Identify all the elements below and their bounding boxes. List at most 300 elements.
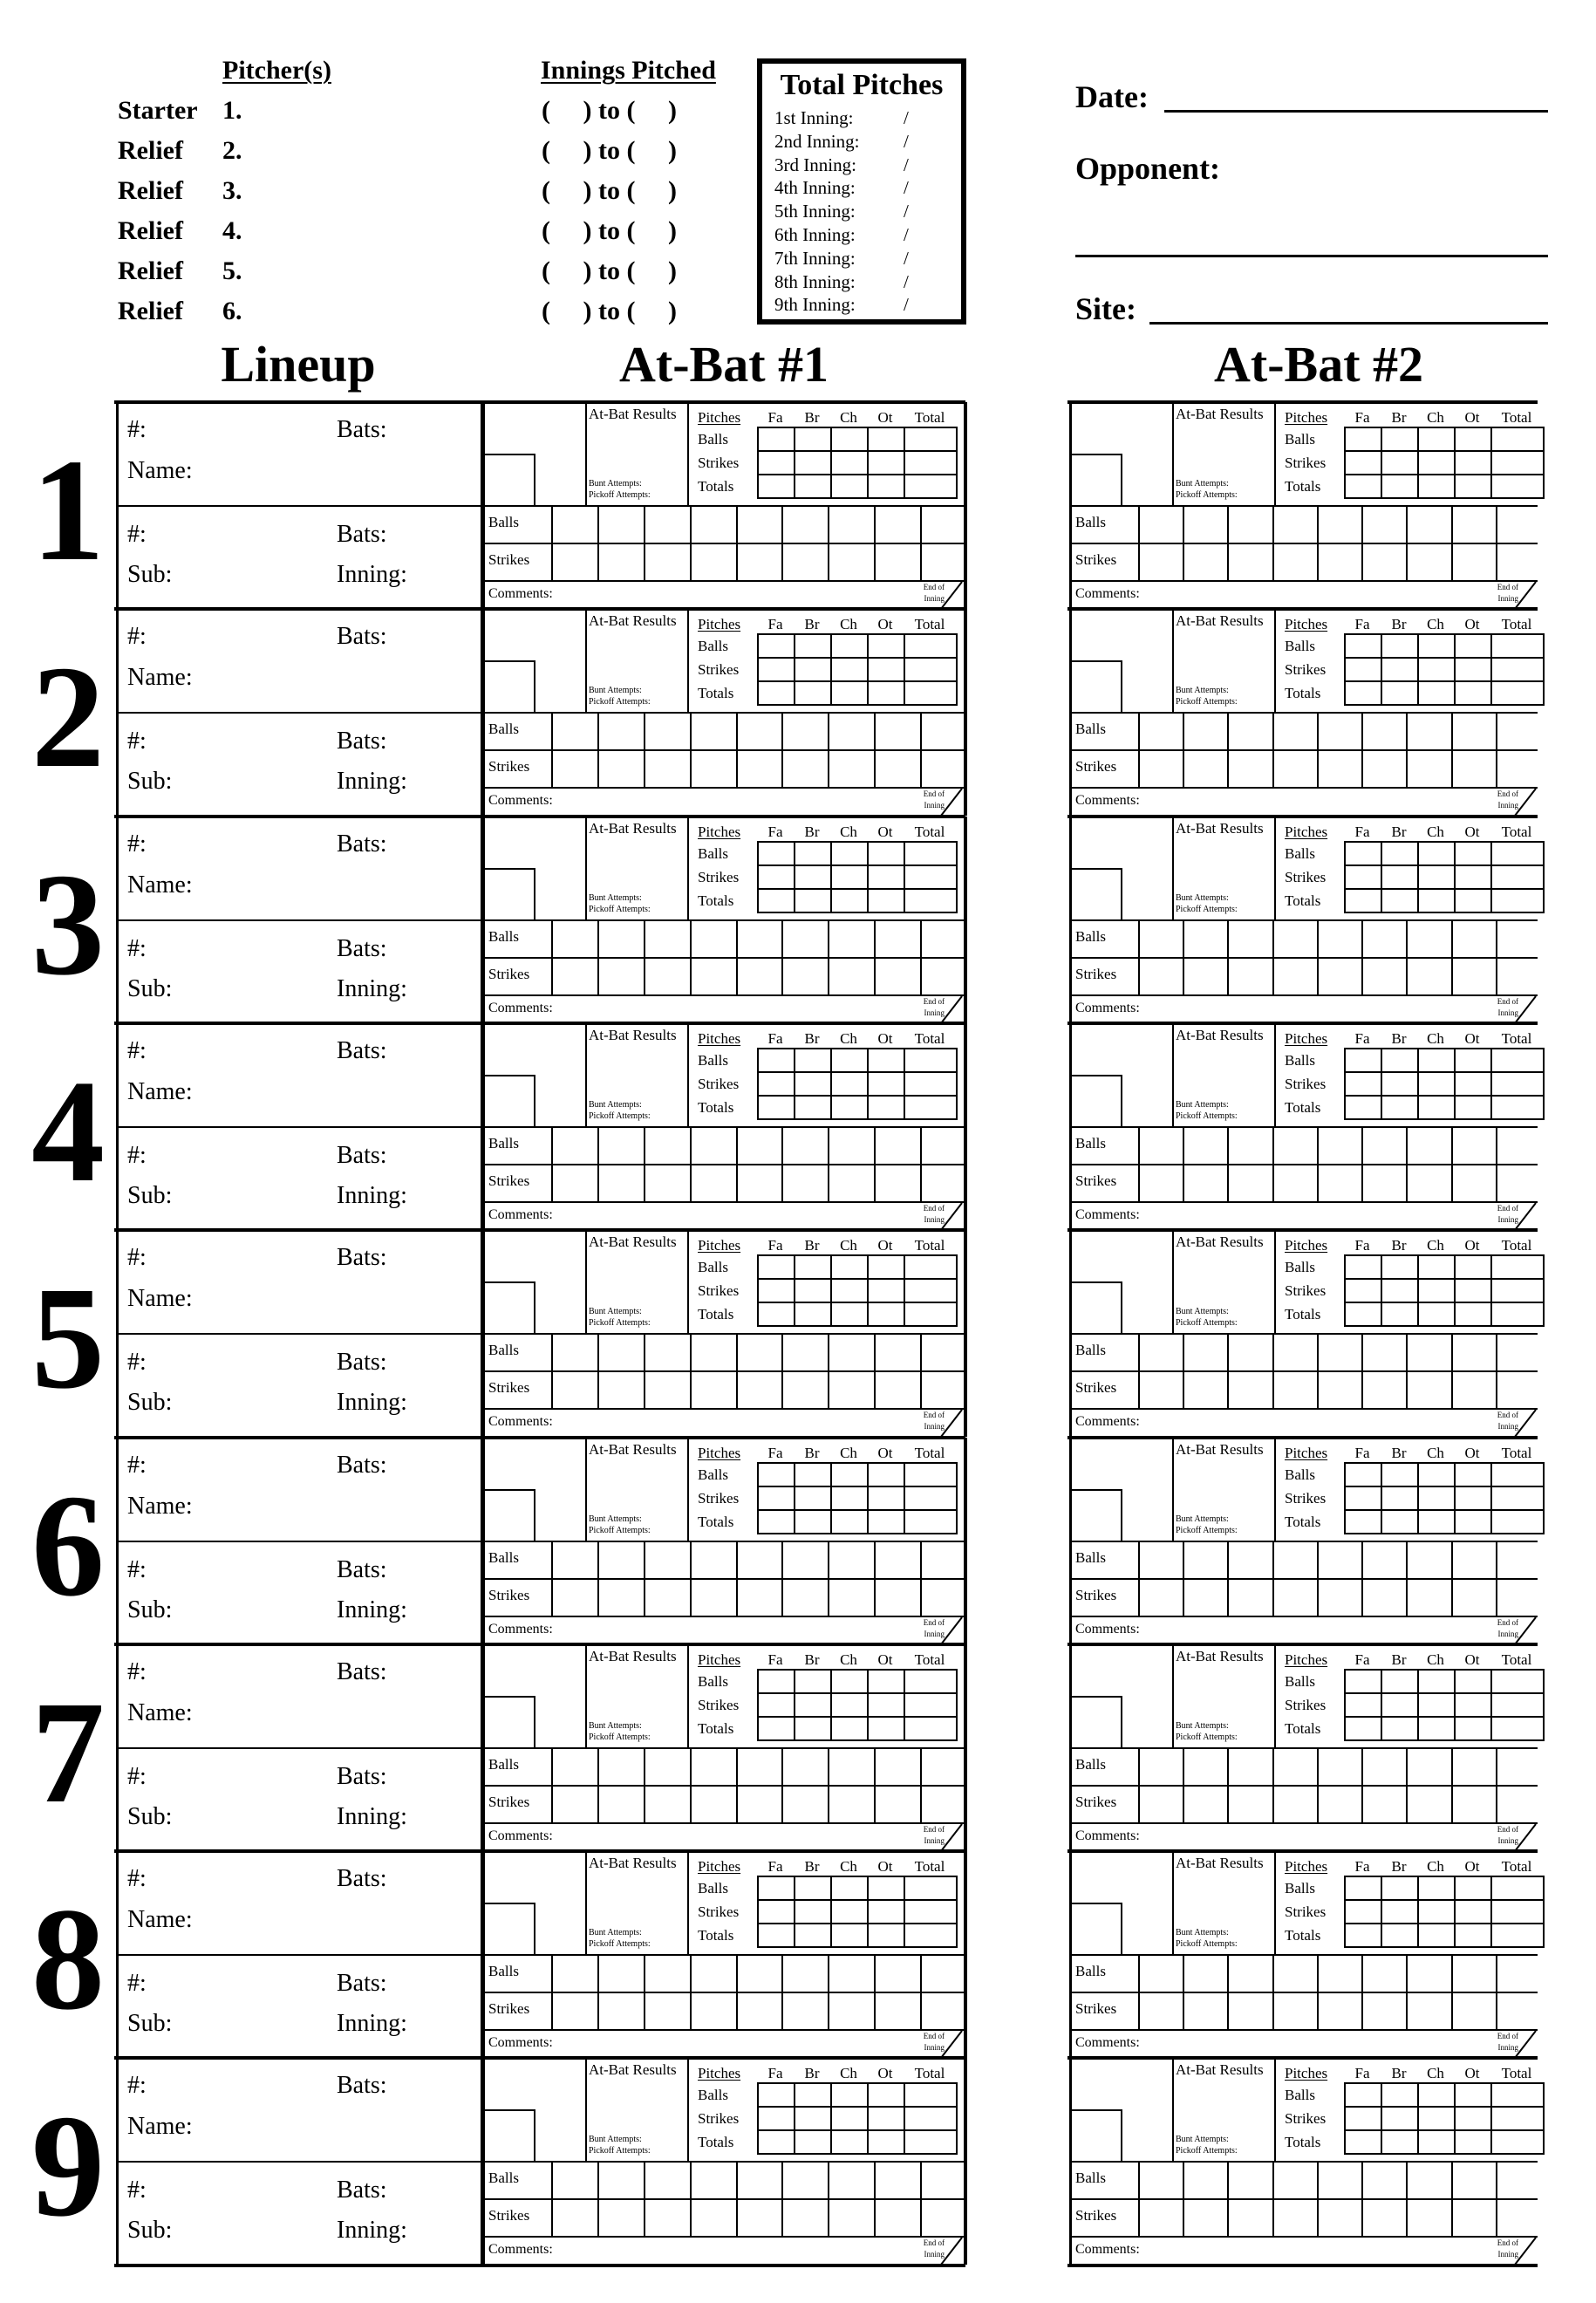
pitch-count-cell[interactable] — [757, 1509, 795, 1534]
pitch-count-cell[interactable] — [867, 2106, 905, 2131]
pitch-count-cell[interactable] — [904, 1302, 958, 1327]
strike-cell[interactable] — [1451, 543, 1496, 580]
pitch-count-cell[interactable] — [1454, 1486, 1492, 1511]
pitch-count-cell[interactable] — [1417, 633, 1456, 659]
strike-cell[interactable] — [644, 749, 690, 787]
base-box[interactable] — [1072, 868, 1122, 919]
end-of-inning-slash-icon[interactable] — [1511, 2029, 1538, 2058]
pitch-count-cell[interactable] — [1381, 2106, 1419, 2131]
opponent-field[interactable] — [1075, 255, 1548, 257]
pitch-count-cell[interactable] — [794, 633, 832, 659]
pitch-count-cell[interactable] — [830, 1254, 869, 1280]
pitch-count-cell[interactable] — [794, 1509, 832, 1534]
strike-cell[interactable] — [781, 1370, 828, 1408]
strike-cell[interactable] — [690, 1992, 736, 2029]
end-of-inning-slash-icon[interactable] — [938, 994, 964, 1023]
ball-cell[interactable] — [1138, 1333, 1183, 1370]
ball-cell[interactable] — [1227, 1541, 1272, 1578]
end-of-inning-slash-icon[interactable] — [1511, 994, 1538, 1023]
pitch-count-cell[interactable] — [1454, 1278, 1492, 1303]
pitch-count-cell[interactable] — [867, 1899, 905, 1924]
total-pitches-inning-value[interactable]: / — [904, 107, 909, 128]
pitch-count-cell[interactable] — [794, 1716, 832, 1741]
pitch-count-cell[interactable] — [830, 427, 869, 452]
ball-cell[interactable] — [1361, 712, 1406, 749]
ball-cell[interactable] — [781, 1747, 828, 1785]
ball-cell[interactable] — [781, 1541, 828, 1578]
strike-cell[interactable] — [1406, 1785, 1450, 1822]
player-name-field[interactable] — [206, 864, 467, 899]
pitch-count-cell[interactable] — [1381, 1692, 1419, 1718]
pitch-count-cell[interactable] — [1490, 1876, 1545, 1901]
strike-cell[interactable] — [551, 1164, 597, 1201]
strike-cell[interactable] — [1451, 957, 1496, 994]
pitch-count-cell[interactable] — [1490, 864, 1545, 890]
pitch-count-cell[interactable] — [1344, 1692, 1382, 1718]
strike-cell[interactable] — [736, 2198, 782, 2236]
ball-cell[interactable] — [1496, 505, 1540, 543]
pitch-count-cell[interactable] — [1490, 680, 1545, 706]
end-of-inning-slash-icon[interactable] — [938, 1822, 964, 1851]
ball-cell[interactable] — [1183, 1954, 1227, 1992]
pitch-count-cell[interactable] — [904, 2129, 958, 2155]
ball-cell[interactable] — [551, 2161, 597, 2198]
pitch-count-cell[interactable] — [1344, 427, 1382, 452]
ball-cell[interactable] — [781, 919, 828, 957]
ball-cell[interactable] — [1138, 1541, 1183, 1578]
pitch-count-cell[interactable] — [1381, 1923, 1419, 1948]
strike-cell[interactable] — [1496, 1164, 1540, 1201]
ball-cell[interactable] — [781, 1333, 828, 1370]
pitch-count-cell[interactable] — [867, 1071, 905, 1097]
pitch-count-cell[interactable] — [1454, 1462, 1492, 1487]
strike-cell[interactable] — [1406, 1578, 1450, 1616]
ball-cell[interactable] — [1138, 712, 1183, 749]
strike-cell[interactable] — [828, 1785, 874, 1822]
strike-cell[interactable] — [1183, 1785, 1227, 1822]
pitch-count-cell[interactable] — [904, 1462, 958, 1487]
pitch-count-cell[interactable] — [1454, 2106, 1492, 2131]
strike-cell[interactable] — [551, 1370, 597, 1408]
strike-cell[interactable] — [828, 1370, 874, 1408]
total-pitches-inning-value[interactable]: / — [904, 201, 909, 222]
pitch-count-cell[interactable] — [1454, 1071, 1492, 1097]
pitch-count-cell[interactable] — [1454, 888, 1492, 913]
strike-cell[interactable] — [1451, 1164, 1496, 1201]
ball-cell[interactable] — [781, 1126, 828, 1164]
ball-cell[interactable] — [1361, 505, 1406, 543]
pitch-count-cell[interactable] — [830, 1462, 869, 1487]
pitch-count-cell[interactable] — [867, 657, 905, 682]
pitch-count-cell[interactable] — [1454, 841, 1492, 866]
strike-cell[interactable] — [644, 1992, 690, 2029]
pitcher-name-field[interactable] — [262, 136, 523, 167]
ball-cell[interactable] — [828, 1954, 874, 1992]
strike-cell[interactable] — [874, 957, 920, 994]
ball-cell[interactable] — [1227, 2161, 1272, 2198]
pitcher-name-field[interactable] — [262, 176, 523, 208]
strike-cell[interactable] — [1451, 749, 1496, 787]
pitch-count-cell[interactable] — [867, 1509, 905, 1534]
pitch-count-cell[interactable] — [1454, 1716, 1492, 1741]
pitch-count-cell[interactable] — [1490, 1278, 1545, 1303]
end-of-inning-slash-icon[interactable] — [1511, 1201, 1538, 1230]
ball-cell[interactable] — [1361, 2161, 1406, 2198]
pitch-count-cell[interactable] — [757, 1071, 795, 1097]
pitch-count-cell[interactable] — [1454, 680, 1492, 706]
total-pitches-inning-value[interactable]: / — [904, 130, 909, 152]
ball-cell[interactable] — [644, 1954, 690, 1992]
ball-cell[interactable] — [1496, 1126, 1540, 1164]
ball-cell[interactable] — [736, 505, 782, 543]
ball-cell[interactable] — [1138, 1747, 1183, 1785]
strike-cell[interactable] — [1317, 749, 1361, 787]
pitch-count-cell[interactable] — [1381, 2082, 1419, 2108]
pitch-count-cell[interactable] — [1490, 633, 1545, 659]
ball-cell[interactable] — [1361, 1541, 1406, 1578]
pitch-count-cell[interactable] — [830, 1716, 869, 1741]
pitch-count-cell[interactable] — [757, 1462, 795, 1487]
ball-cell[interactable] — [1406, 1747, 1450, 1785]
pitch-count-cell[interactable] — [867, 1095, 905, 1120]
pitch-count-cell[interactable] — [904, 1899, 958, 1924]
ball-cell[interactable] — [690, 1333, 736, 1370]
pitch-count-cell[interactable] — [1381, 680, 1419, 706]
pitch-count-cell[interactable] — [794, 1462, 832, 1487]
pitch-count-cell[interactable] — [1417, 841, 1456, 866]
strike-cell[interactable] — [736, 749, 782, 787]
pitch-count-cell[interactable] — [867, 1254, 905, 1280]
pitch-count-cell[interactable] — [867, 633, 905, 659]
strike-cell[interactable] — [1451, 1370, 1496, 1408]
comments-field[interactable] — [485, 1408, 964, 1437]
pitch-count-cell[interactable] — [830, 1071, 869, 1097]
strike-cell[interactable] — [1272, 1164, 1317, 1201]
pitch-count-cell[interactable] — [757, 474, 795, 499]
strike-cell[interactable] — [1361, 1164, 1406, 1201]
pitch-count-cell[interactable] — [867, 427, 905, 452]
innings-pitched-range[interactable]: ( ) to ( ) — [542, 256, 677, 285]
pitch-count-cell[interactable] — [757, 1876, 795, 1901]
pitch-count-cell[interactable] — [794, 1923, 832, 1948]
ball-cell[interactable] — [874, 1747, 920, 1785]
pitch-count-cell[interactable] — [830, 1095, 869, 1120]
ball-cell[interactable] — [597, 505, 644, 543]
pitch-count-cell[interactable] — [1454, 864, 1492, 890]
strike-cell[interactable] — [781, 543, 828, 580]
pitch-count-cell[interactable] — [830, 1486, 869, 1511]
pitch-count-cell[interactable] — [904, 427, 958, 452]
ball-cell[interactable] — [1272, 1126, 1317, 1164]
ball-cell[interactable] — [828, 505, 874, 543]
pitch-count-cell[interactable] — [830, 1876, 869, 1901]
ball-cell[interactable] — [690, 1954, 736, 1992]
pitcher-name-field[interactable] — [262, 256, 523, 288]
strike-cell[interactable] — [781, 1164, 828, 1201]
at-bat-results-box[interactable] — [1174, 1644, 1276, 1747]
pitch-count-cell[interactable] — [904, 841, 958, 866]
strike-cell[interactable] — [920, 957, 966, 994]
pitch-count-cell[interactable] — [757, 2129, 795, 2155]
pitch-count-cell[interactable] — [1381, 450, 1419, 475]
pitch-count-cell[interactable] — [757, 1254, 795, 1280]
innings-pitched-range[interactable]: ( ) to ( ) — [542, 297, 677, 325]
strike-cell[interactable] — [1406, 2198, 1450, 2236]
strike-cell[interactable] — [1317, 2198, 1361, 2236]
base-box[interactable] — [485, 1489, 535, 1541]
sub-name-field[interactable] — [188, 555, 328, 590]
pitch-count-cell[interactable] — [1490, 474, 1545, 499]
pitch-count-cell[interactable] — [1454, 1876, 1492, 1901]
strike-cell[interactable] — [1272, 957, 1317, 994]
pitch-count-cell[interactable] — [1490, 1899, 1545, 1924]
sub-name-field[interactable] — [188, 2004, 328, 2039]
ball-cell[interactable] — [736, 919, 782, 957]
ball-cell[interactable] — [1272, 919, 1317, 957]
strike-cell[interactable] — [1451, 1578, 1496, 1616]
strike-cell[interactable] — [1183, 1992, 1227, 2029]
end-of-inning-slash-icon[interactable] — [1511, 2236, 1538, 2265]
pitch-count-cell[interactable] — [794, 888, 832, 913]
ball-cell[interactable] — [1361, 1954, 1406, 1992]
strike-cell[interactable] — [690, 1370, 736, 1408]
strike-cell[interactable] — [736, 543, 782, 580]
pitch-count-cell[interactable] — [794, 1095, 832, 1120]
ball-cell[interactable] — [1317, 2161, 1361, 2198]
pitch-count-cell[interactable] — [1344, 1278, 1382, 1303]
strike-cell[interactable] — [551, 543, 597, 580]
pitch-count-cell[interactable] — [1381, 657, 1419, 682]
pitch-count-cell[interactable] — [794, 2129, 832, 2155]
ball-cell[interactable] — [1227, 1333, 1272, 1370]
pitch-count-cell[interactable] — [1344, 864, 1382, 890]
ball-cell[interactable] — [1496, 1333, 1540, 1370]
base-box[interactable] — [1072, 1489, 1122, 1541]
pitch-count-cell[interactable] — [867, 1462, 905, 1487]
player-name-field[interactable] — [206, 1692, 467, 1727]
ball-cell[interactable] — [1317, 1954, 1361, 1992]
base-box[interactable] — [485, 2109, 535, 2161]
ball-cell[interactable] — [644, 1747, 690, 1785]
strike-cell[interactable] — [1227, 749, 1272, 787]
pitch-count-cell[interactable] — [1417, 1048, 1456, 1073]
pitch-count-cell[interactable] — [1381, 1302, 1419, 1327]
pitch-count-cell[interactable] — [1417, 680, 1456, 706]
pitch-count-cell[interactable] — [794, 1486, 832, 1511]
ball-cell[interactable] — [1138, 1954, 1183, 1992]
pitch-count-cell[interactable] — [794, 2106, 832, 2131]
strike-cell[interactable] — [874, 1164, 920, 1201]
strike-cell[interactable] — [1496, 1578, 1540, 1616]
pitch-count-cell[interactable] — [1454, 657, 1492, 682]
strike-cell[interactable] — [920, 749, 966, 787]
base-box[interactable] — [485, 660, 535, 712]
pitch-count-cell[interactable] — [1344, 1669, 1382, 1694]
ball-cell[interactable] — [1272, 1954, 1317, 1992]
strike-cell[interactable] — [1317, 957, 1361, 994]
ball-cell[interactable] — [1227, 1954, 1272, 1992]
strike-cell[interactable] — [1496, 543, 1540, 580]
sub-name-field[interactable] — [188, 1383, 328, 1418]
pitch-count-cell[interactable] — [830, 450, 869, 475]
ball-cell[interactable] — [736, 1954, 782, 1992]
ball-cell[interactable] — [1227, 505, 1272, 543]
ball-cell[interactable] — [874, 712, 920, 749]
strike-cell[interactable] — [1496, 957, 1540, 994]
pitch-count-cell[interactable] — [794, 680, 832, 706]
pitch-count-cell[interactable] — [867, 1923, 905, 1948]
pitch-count-cell[interactable] — [1381, 1071, 1419, 1097]
pitch-count-cell[interactable] — [904, 1923, 958, 1948]
strike-cell[interactable] — [736, 1992, 782, 2029]
ball-cell[interactable] — [1183, 712, 1227, 749]
pitch-count-cell[interactable] — [1417, 474, 1456, 499]
ball-cell[interactable] — [736, 2161, 782, 2198]
strike-cell[interactable] — [1361, 2198, 1406, 2236]
player-name-field[interactable] — [206, 2106, 467, 2141]
ball-cell[interactable] — [1451, 2161, 1496, 2198]
ball-cell[interactable] — [1272, 2161, 1317, 2198]
strike-cell[interactable] — [1317, 1370, 1361, 1408]
ball-cell[interactable] — [874, 505, 920, 543]
ball-cell[interactable] — [1406, 1541, 1450, 1578]
pitch-count-cell[interactable] — [1344, 1071, 1382, 1097]
sub-name-field[interactable] — [188, 1176, 328, 1211]
strike-cell[interactable] — [1183, 1370, 1227, 1408]
pitch-count-cell[interactable] — [830, 657, 869, 682]
base-box[interactable] — [1072, 2109, 1122, 2161]
pitch-count-cell[interactable] — [867, 2082, 905, 2108]
pitch-count-cell[interactable] — [1344, 1486, 1382, 1511]
ball-cell[interactable] — [1496, 919, 1540, 957]
at-bat-results-box[interactable] — [1174, 402, 1276, 505]
innings-pitched-range[interactable]: ( ) to ( ) — [542, 216, 677, 245]
pitch-count-cell[interactable] — [757, 657, 795, 682]
strike-cell[interactable] — [690, 2198, 736, 2236]
ball-cell[interactable] — [920, 1954, 966, 1992]
ball-cell[interactable] — [1406, 1126, 1450, 1164]
pitch-count-cell[interactable] — [1344, 450, 1382, 475]
base-box[interactable] — [485, 454, 535, 505]
sub-name-field[interactable] — [188, 762, 328, 796]
strike-cell[interactable] — [1451, 2198, 1496, 2236]
strike-cell[interactable] — [597, 1578, 644, 1616]
pitch-count-cell[interactable] — [830, 1899, 869, 1924]
ball-cell[interactable] — [644, 505, 690, 543]
ball-cell[interactable] — [736, 1333, 782, 1370]
pitch-count-cell[interactable] — [830, 1048, 869, 1073]
pitch-count-cell[interactable] — [757, 1899, 795, 1924]
pitch-count-cell[interactable] — [1454, 1048, 1492, 1073]
pitch-count-cell[interactable] — [1417, 1669, 1456, 1694]
strike-cell[interactable] — [920, 1992, 966, 2029]
at-bat-results-box[interactable] — [587, 817, 689, 919]
end-of-inning-slash-icon[interactable] — [1511, 1616, 1538, 1644]
pitch-count-cell[interactable] — [1417, 1899, 1456, 1924]
pitch-count-cell[interactable] — [1344, 657, 1382, 682]
pitch-count-cell[interactable] — [1490, 450, 1545, 475]
ball-cell[interactable] — [597, 919, 644, 957]
strike-cell[interactable] — [1138, 1785, 1183, 1822]
pitch-count-cell[interactable] — [830, 1302, 869, 1327]
pitch-count-cell[interactable] — [1344, 1876, 1382, 1901]
strike-cell[interactable] — [551, 1785, 597, 1822]
strike-cell[interactable] — [1451, 1785, 1496, 1822]
pitch-count-cell[interactable] — [1344, 841, 1382, 866]
pitch-count-cell[interactable] — [1381, 1716, 1419, 1741]
strike-cell[interactable] — [644, 1164, 690, 1201]
strike-cell[interactable] — [1183, 2198, 1227, 2236]
pitch-count-cell[interactable] — [1417, 2106, 1456, 2131]
pitch-count-cell[interactable] — [1490, 1095, 1545, 1120]
strike-cell[interactable] — [1138, 1992, 1183, 2029]
strike-cell[interactable] — [1227, 543, 1272, 580]
pitch-count-cell[interactable] — [1381, 864, 1419, 890]
pitch-count-cell[interactable] — [1344, 1716, 1382, 1741]
strike-cell[interactable] — [644, 957, 690, 994]
ball-cell[interactable] — [644, 2161, 690, 2198]
strike-cell[interactable] — [781, 957, 828, 994]
pitch-count-cell[interactable] — [830, 680, 869, 706]
ball-cell[interactable] — [1361, 1126, 1406, 1164]
ball-cell[interactable] — [1138, 919, 1183, 957]
ball-cell[interactable] — [736, 712, 782, 749]
pitch-count-cell[interactable] — [1344, 1254, 1382, 1280]
pitch-count-cell[interactable] — [867, 888, 905, 913]
base-box[interactable] — [1072, 1696, 1122, 1747]
strike-cell[interactable] — [690, 749, 736, 787]
pitch-count-cell[interactable] — [867, 1692, 905, 1718]
total-pitches-inning-value[interactable]: / — [904, 154, 909, 175]
innings-pitched-range[interactable]: ( ) to ( ) — [542, 96, 677, 125]
ball-cell[interactable] — [551, 1126, 597, 1164]
strike-cell[interactable] — [1496, 1370, 1540, 1408]
strike-cell[interactable] — [828, 749, 874, 787]
pitch-count-cell[interactable] — [1490, 2082, 1545, 2108]
pitch-count-cell[interactable] — [1381, 1278, 1419, 1303]
sub-name-field[interactable] — [188, 969, 328, 1004]
strike-cell[interactable] — [597, 1164, 644, 1201]
comments-field[interactable] — [1072, 1822, 1538, 1851]
pitch-count-cell[interactable] — [1381, 474, 1419, 499]
pitch-count-cell[interactable] — [794, 1302, 832, 1327]
pitch-count-cell[interactable] — [757, 1048, 795, 1073]
end-of-inning-slash-icon[interactable] — [938, 2236, 964, 2265]
pitch-count-cell[interactable] — [1490, 841, 1545, 866]
ball-cell[interactable] — [1451, 1541, 1496, 1578]
pitch-count-cell[interactable] — [794, 1254, 832, 1280]
pitch-count-cell[interactable] — [904, 1876, 958, 1901]
comments-field[interactable] — [485, 1822, 964, 1851]
at-bat-results-box[interactable] — [1174, 2058, 1276, 2161]
ball-cell[interactable] — [1227, 712, 1272, 749]
pitch-count-cell[interactable] — [794, 450, 832, 475]
pitch-count-cell[interactable] — [1490, 2129, 1545, 2155]
ball-cell[interactable] — [828, 1541, 874, 1578]
strike-cell[interactable] — [1496, 2198, 1540, 2236]
pitch-count-cell[interactable] — [1417, 2129, 1456, 2155]
ball-cell[interactable] — [1138, 2161, 1183, 2198]
strike-cell[interactable] — [1451, 1992, 1496, 2029]
pitch-count-cell[interactable] — [1381, 1509, 1419, 1534]
ball-cell[interactable] — [828, 1747, 874, 1785]
base-box[interactable] — [485, 1903, 535, 1954]
pitcher-name-field[interactable] — [262, 297, 523, 328]
pitch-count-cell[interactable] — [830, 841, 869, 866]
ball-cell[interactable] — [1138, 505, 1183, 543]
at-bat-results-box[interactable] — [587, 609, 689, 712]
strike-cell[interactable] — [644, 1785, 690, 1822]
